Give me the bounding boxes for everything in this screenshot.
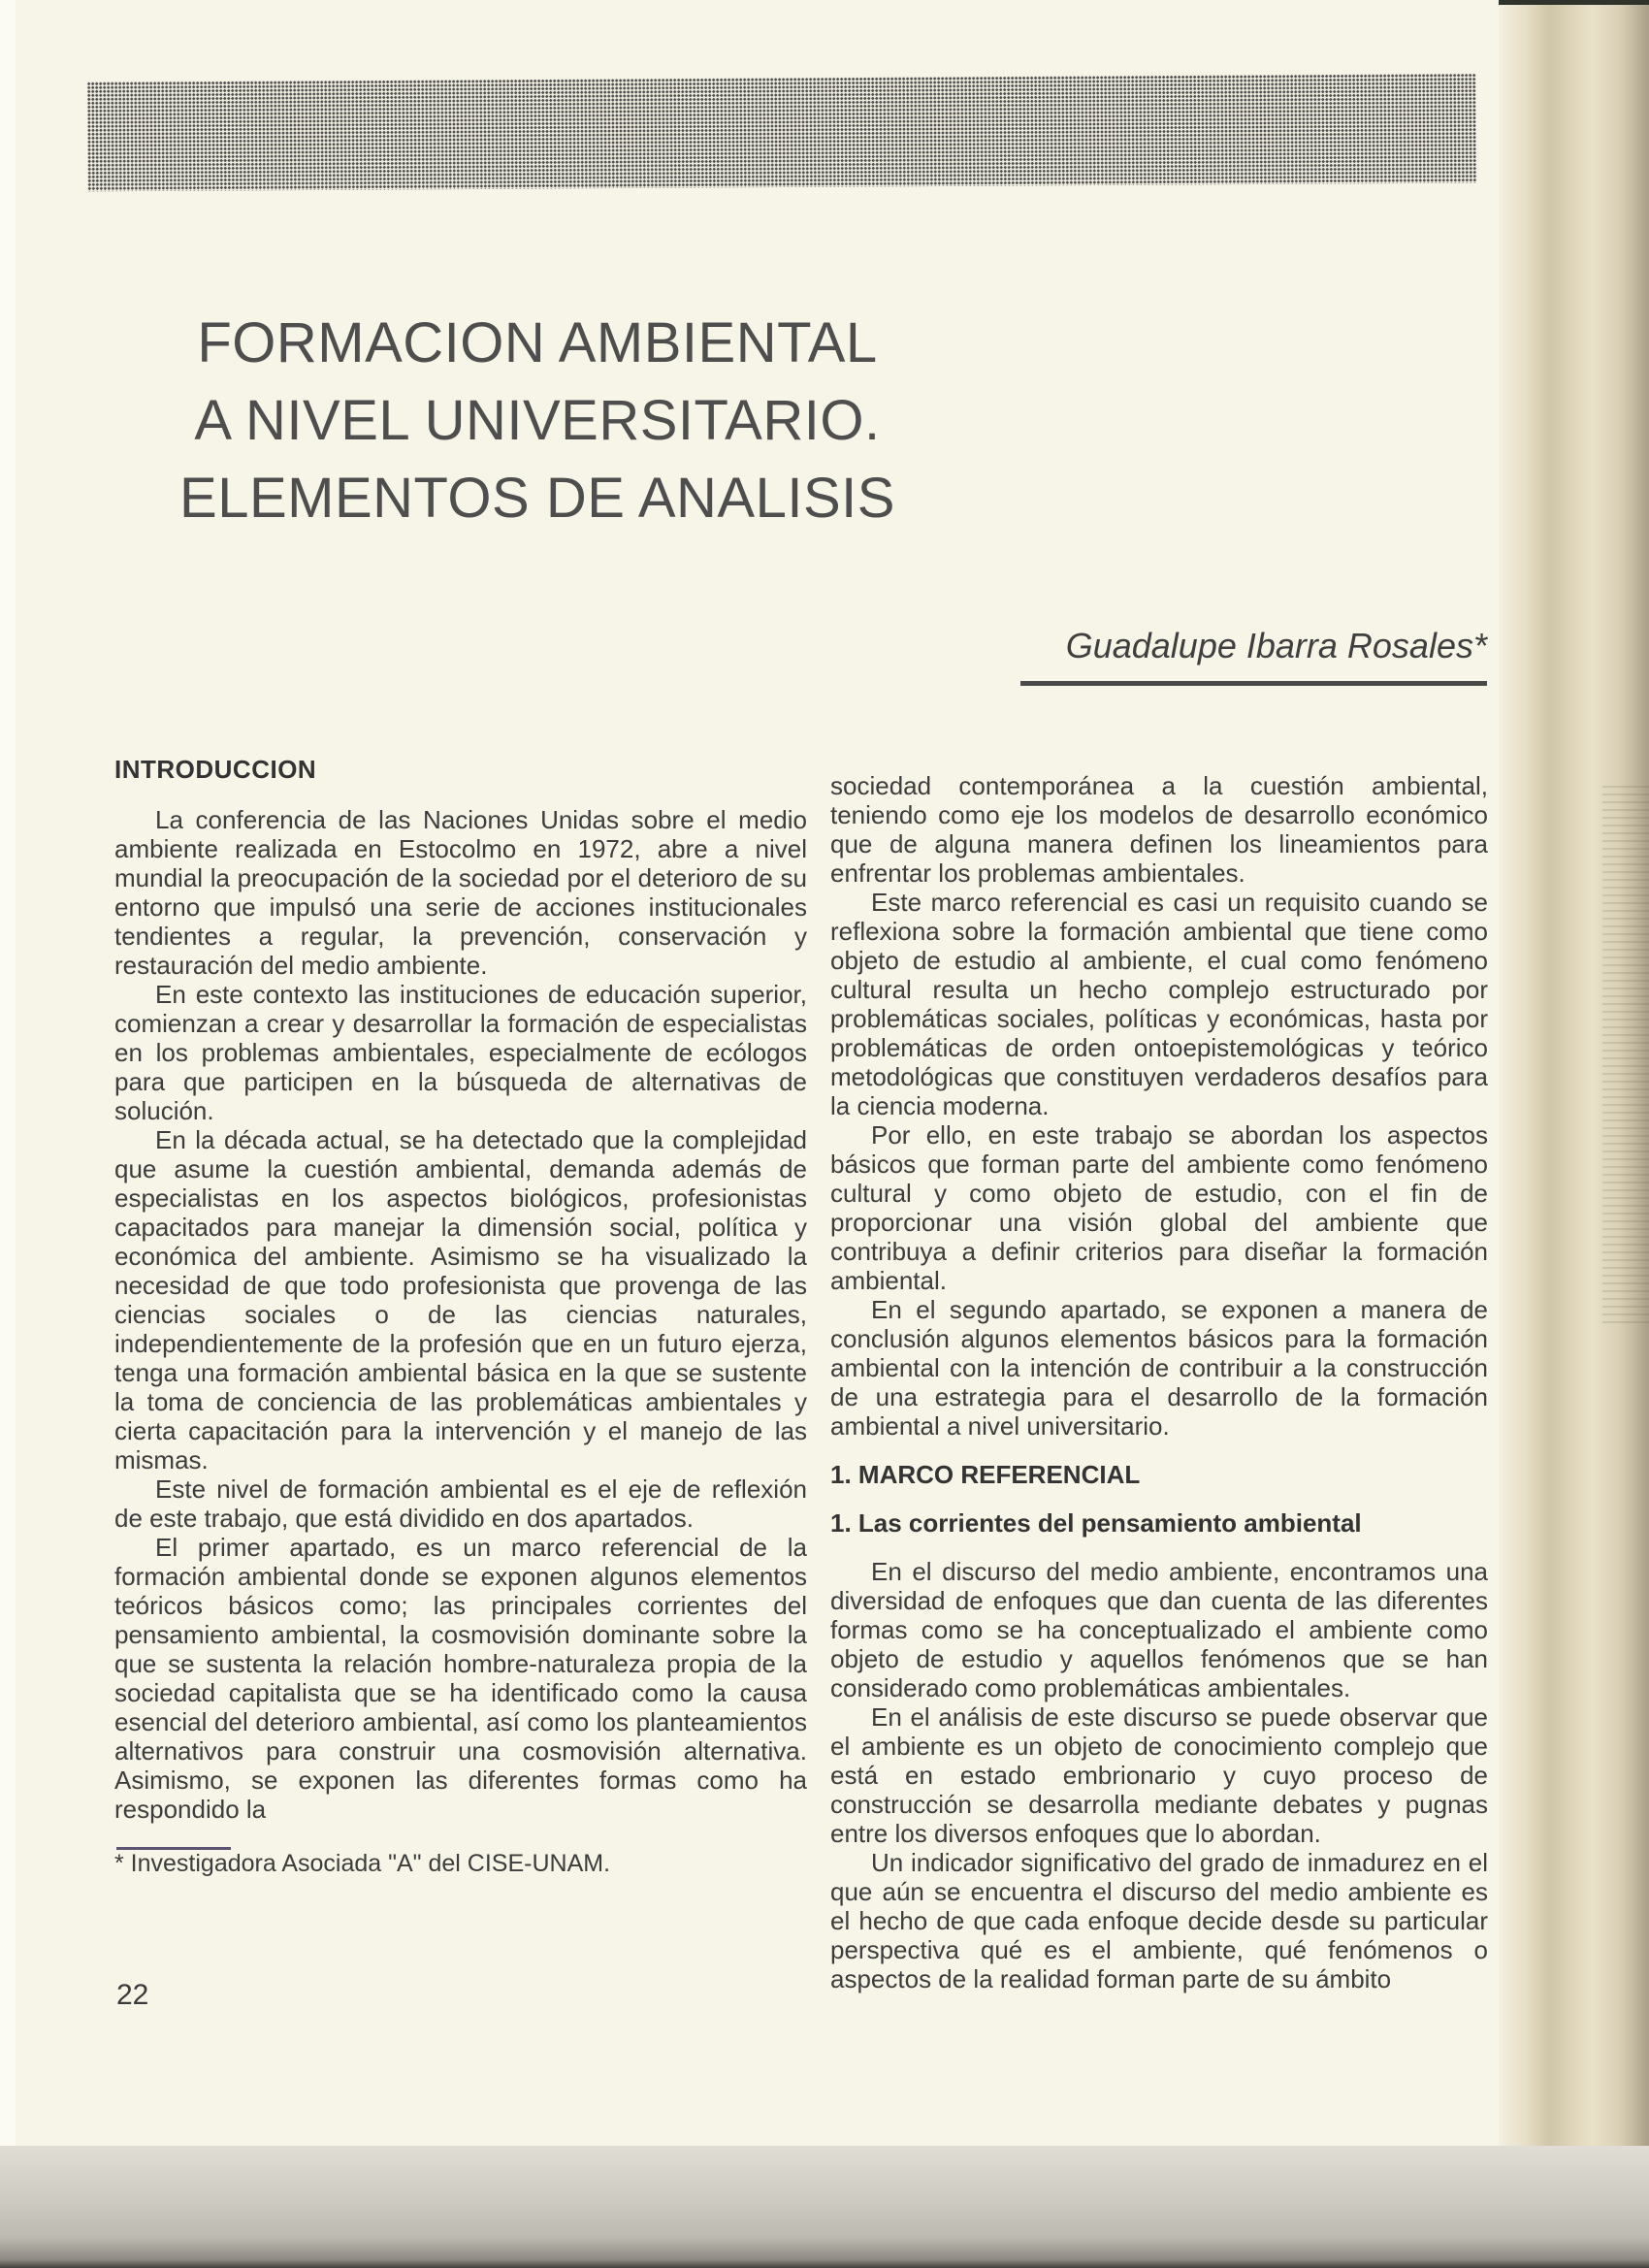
intro-paragraph-5: El primer apartado, es un marco referencial de la formación ambiental donde se exponen algunos elementos teóricos básicos como; las principales corrientes del pensamiento ambiental, la cosmovisión dominante sobre la que se sustenta la relación hombre-naturaleza propia de la sociedad capitalista que se ha identificado como la causa esencial del deterioro ambiental, así como los planteamientos alternativos para construir una cosmovisión alternativa. Asimismo, se exponen las diferentes formas como ha respondido la: [114, 1533, 807, 1824]
title-line-1: FORMACION AMBIENTAL: [197, 311, 878, 374]
gutter-top-edge: [1499, 0, 1649, 5]
subsection-heading: 1. Las corrientes del pensamiento ambiental: [830, 1508, 1362, 1538]
section-heading: 1. MARCO REFERENCIAL: [830, 1460, 1141, 1489]
footnote-text: * Investigadora Asociada "A" del CISE-UNAM.: [114, 1850, 611, 1877]
scanner-bed-shadow: [0, 2146, 1649, 2268]
article-title: [105, 305, 970, 537]
bleedthrough-streaks: [1602, 786, 1649, 1329]
scan-left-edge: [0, 0, 16, 2268]
right-paragraph-2: Por ello, en este trabajo se abordan los aspectos básicos que forman parte del ambiente como fenómeno cultural y como objeto de estudio, con el fin de proporcionar una visión global del ambiente que contribuya a definir criterios para diseñar la formación ambiental.: [830, 1120, 1488, 1295]
author-byline: Guadalupe Ibarra Rosales*: [1065, 626, 1487, 665]
section-paragraph-3: Un indicador significativo del grado de inmadurez en el que aún se encuentra el discurso del medio ambiente es el hecho de que cada enfoque decide desde su particular perspectiva qué es el ambiente, qué fenómenos o aspectos de la realidad forman parte de su ámbito: [830, 1848, 1488, 1993]
intro-paragraph-4: Este nivel de formación ambiental es el eje de reflexión de este trabajo, que está dividido en dos apartados.: [114, 1474, 807, 1533]
right-column: [830, 747, 1488, 1993]
halftone-banner: [87, 74, 1477, 192]
title-line-2: A NIVEL UNIVERSITARIO.: [194, 389, 881, 452]
title-line-3: ELEMENTOS DE ANALISIS: [179, 467, 895, 530]
intro-paragraph-3: En la década actual, se ha detectado que la complejidad que asume la cuestión ambiental, demanda además de especialistas en los aspectos biológicos, profesionistas capacitados para manejar la dimensión social, política y económica del ambiente. Asimismo se ha visualizado la necesidad de que todo profesionista que provenga de las ciencias sociales o de las ciencias naturales, independientemente de la profesión que en un futuro ejerza, tenga una formación ambiental básica en la que se sustente la toma de conciencia de las problemáticas ambientales y cierta capacitación para la intervención y el manejo de las mismas.: [114, 1125, 807, 1474]
right-paragraph-3: En el segundo apartado, se exponen a manera de conclusión algunos elementos básicos para la formación ambiental con la intención de contribuir a la construcción de una estrategia para el desarrollo de la formación ambiental a nivel universitario.: [830, 1295, 1488, 1441]
intro-paragraph-2: En este contexto las instituciones de educación superior, comienzan a crear y desarrollar la formación de especialistas en los problemas ambientales, especialmente de ecólogos para que participen en la búsqueda de alternativas de solución.: [114, 980, 807, 1125]
section-paragraph-2: En el análisis de este discurso se puede observar que el ambiente es un objeto de conocimiento complejo que está en estado embrionario y cuyo proceso de construcción se desarrolla mediante debates y pugnas entre los diversos enfoques que lo abordan.: [830, 1702, 1488, 1848]
page-number: 22: [116, 1979, 149, 2011]
intro-paragraph-1: La conferencia de las Naciones Unidas sobre el medio ambiente realizada en Estocolmo en 1972, abre a nivel mundial la preocupación de la sociedad por el deterioro de su entorno que impulsó una serie de acciones institucionales tendientes a regular, la prevención, conservación y restauración del medio ambiente.: [114, 805, 807, 980]
author-underline: [1020, 681, 1487, 686]
intro-heading: INTRODUCCION: [114, 755, 317, 784]
right-paragraph-1: Este marco referencial es casi un requisito cuando se reflexiona sobre la formación ambiental que tiene como objeto de estudio al ambiente, el cual como fenómeno cultural resulta un hecho complejo estructurado por problemáticas sociales, políticas y económicas, hasta por problemáticas de orden ontoepistemológicas y teórico metodológicas que constituyen verdaderos desafíos para la ciencia moderna.: [830, 888, 1488, 1120]
continuation-paragraph: sociedad contemporánea a la cuestión ambiental, teniendo como eje los modelos de desarrollo económico que de alguna manera definen los lineamientos para enfrentar los problemas ambientales.: [830, 771, 1488, 888]
section-paragraph-1: En el discurso del medio ambiente, encontramos una diversidad de enfoques que dan cuenta de las diferentes formas como se ha conceptualizado el ambiente como objeto de estudio y aquellos fenómenos que se han considerado como problemáticas ambientales.: [830, 1557, 1488, 1702]
left-column: [114, 747, 807, 1878]
